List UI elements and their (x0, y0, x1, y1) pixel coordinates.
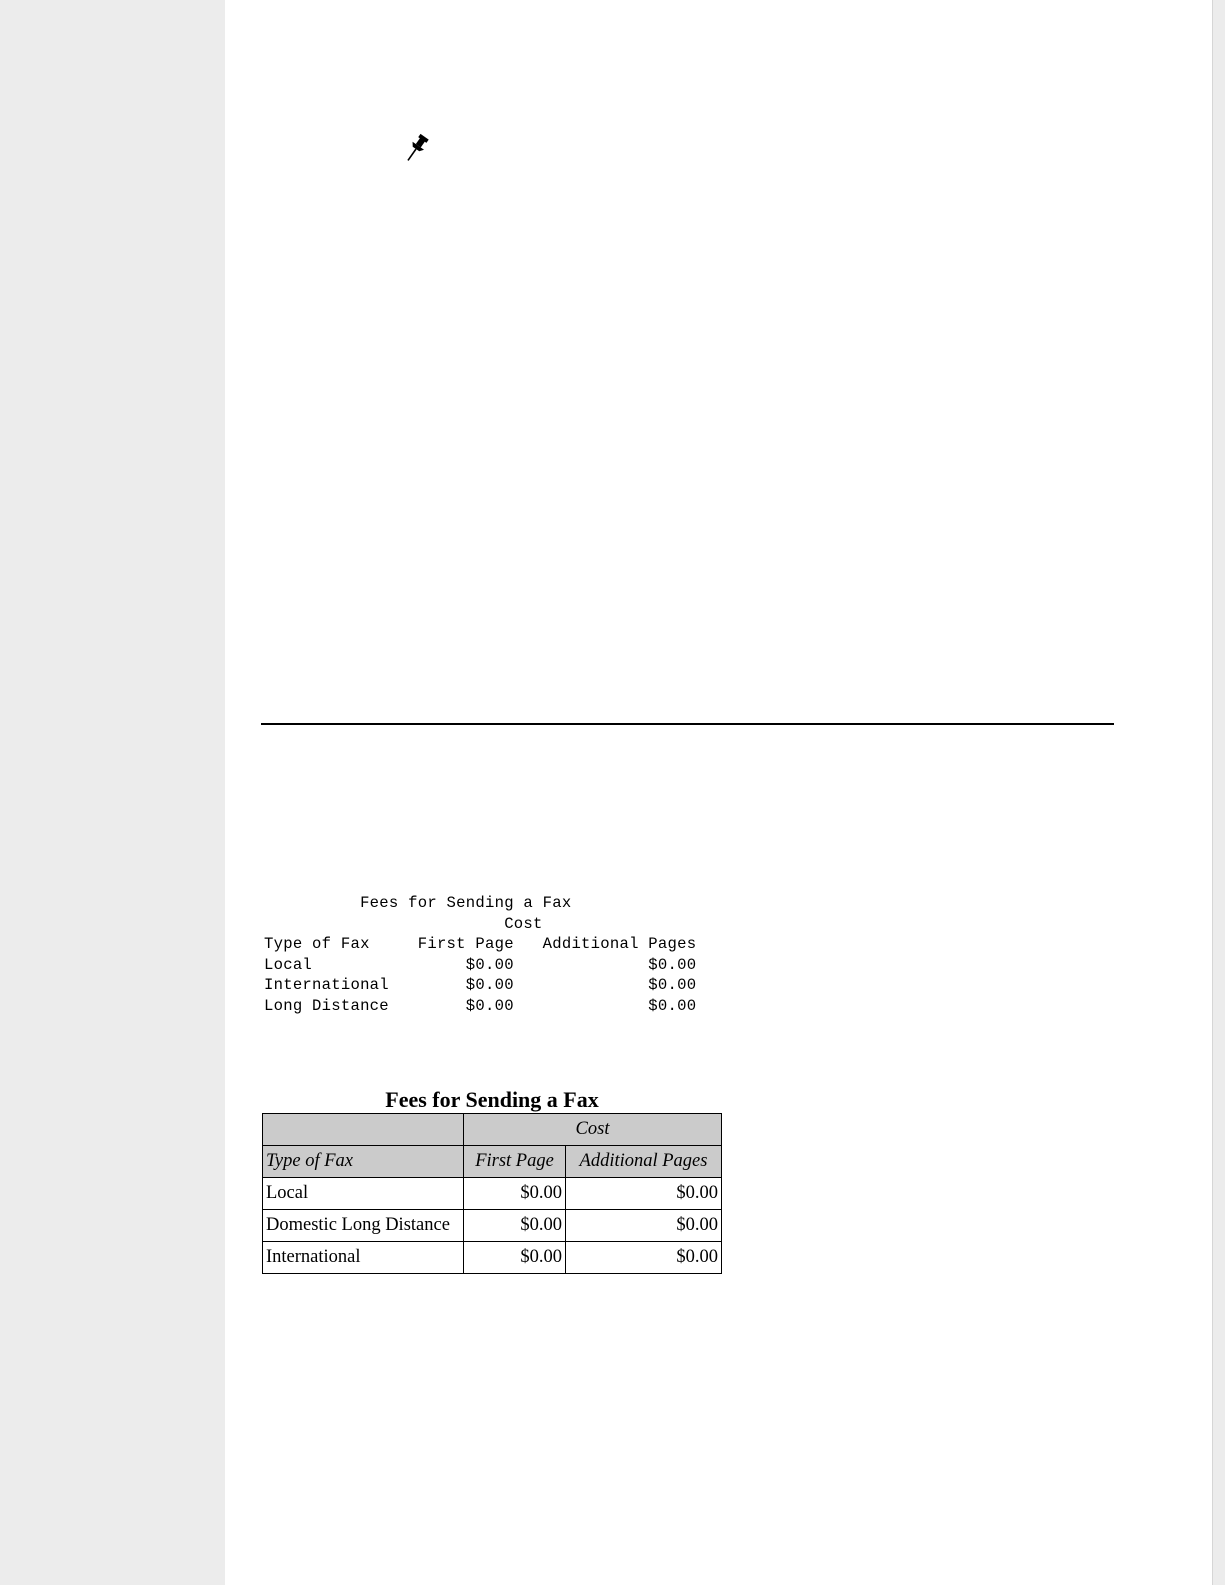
header-first-page: First Page (464, 1146, 566, 1178)
cell-type: Local (263, 1178, 464, 1210)
cell-type: International (263, 1242, 464, 1274)
table-row (263, 1242, 722, 1274)
header-additional-pages: Additional Pages (566, 1146, 722, 1178)
cell-first-page: $0.00 (464, 1210, 566, 1242)
cell-type: Domestic Long Distance (263, 1210, 464, 1242)
plain-text-title: Fees for Sending a Fax (264, 894, 572, 912)
table-title: Fees for Sending a Fax (385, 1087, 599, 1112)
table-header-row (263, 1146, 722, 1178)
plain-text-row: International $0.00 $0.00 (264, 976, 697, 995)
table-row (263, 1210, 722, 1242)
header-type-of-fax: Type of Fax (263, 1146, 464, 1178)
plain-text-group-header: Cost (264, 914, 543, 933)
cost-group-header: Cost (464, 1114, 722, 1146)
right-scroll-edge (1212, 0, 1225, 1585)
plain-text-fee-table (264, 893, 696, 1017)
pushpin-icon (400, 132, 432, 166)
plain-text-column-headers: Type of Fax First Page Additional Pages (264, 935, 697, 954)
horizontal-divider (261, 723, 1114, 725)
table-row (263, 1178, 722, 1210)
table-corner-cell (263, 1114, 464, 1146)
left-margin (0, 0, 225, 1585)
plain-text-row: Long Distance $0.00 $0.00 (264, 996, 697, 1015)
cell-first-page: $0.00 (464, 1178, 566, 1210)
cell-first-page: $0.00 (464, 1242, 566, 1274)
fees-table (262, 1113, 722, 1274)
cell-additional-pages: $0.00 (566, 1242, 722, 1274)
cell-additional-pages: $0.00 (566, 1210, 722, 1242)
cell-additional-pages: $0.00 (566, 1178, 722, 1210)
plain-text-row: Local $0.00 $0.00 (264, 955, 697, 974)
table-group-header-row (263, 1114, 722, 1146)
